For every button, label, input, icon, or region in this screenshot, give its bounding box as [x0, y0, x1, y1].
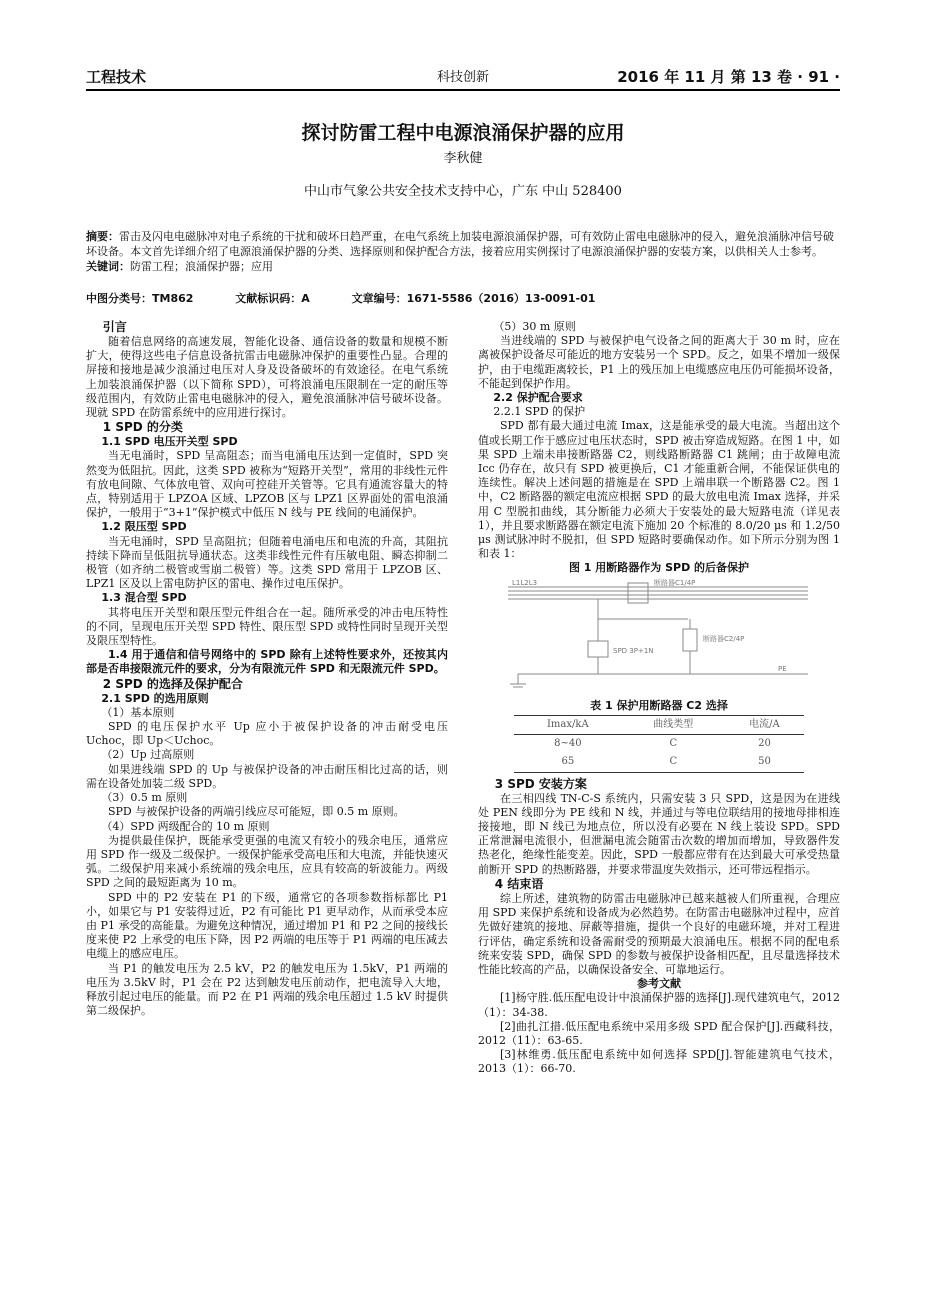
author: 李秋健	[443, 151, 483, 166]
paragraph: 其将电压开关型和限压型元件组合在一起。随所承受的冲击电压特性的不同，呈现电压开关型 SPD 特性、限压型 SPD 或特性同时呈现开关型及限压型特性。	[86, 605, 448, 648]
subsection-heading: 1.2 限压型 SPD	[101, 520, 187, 534]
table-cell: 20	[758, 738, 771, 750]
table-header-cell: 电流/A	[749, 719, 780, 731]
section-heading: 2 SPD 的选择及保护配合	[102, 676, 243, 691]
paragraph: SPD 与被保护设备的两端引线应尽可能短，即 0.5 m 原则。	[108, 805, 405, 819]
breaker-c2-symbol	[683, 629, 697, 651]
table-header-cell: 曲线类型	[653, 719, 694, 731]
paragraph: 为提供最佳保护，既能承受更强的电流又有较小的残余电压，通常应用 SPD 作一级及二级保护。一级保护能承受高电压和大电流，并能快速灭弧。二级保护用来减小系统端的残余电压，应具有较高的斩波能力。两级 SPD 之间的最短距离为 10 m。	[86, 833, 448, 890]
abstract	[86, 229, 840, 259]
bus-label: L1L2L3	[512, 578, 538, 587]
paragraph: SPD 都有最大通过电流 Imax，这是能承受的最大电流。当超出这个值或长期工作于感应过电压状态时，SPD 被击穿造成短路。在图 1 中，如果 SPD 上端未串接断路器 C2，则线路断路器 C1 跳闸；由于故障电流 Icc 仍存在，故只有 SPD 被更换后，C1 才能重新合闸，不能保证供电的连续性。解决上述问题的措施是在 SPD 上端串联一个断路器 C2。图 1 中，C2 断路器的额定电流应根据 SPD 的最大放电电流 Imax 选择，并采用 C 型脱扣曲线，其分断能力必须大于安装处的最大短路电流（详见表 1），并且要求断路器在额定电流下施加 20 个标准的 8.0/20 μs 和 1.2/50 μs 测试脉冲时不脱扣，但 SPD 短路时要确保动作。如下所示分别为图 1 和表 1：	[478, 419, 840, 561]
subsection-heading: 2.1 SPD 的选用原则	[101, 691, 209, 705]
article-number: 文章编号：1671-5586（2016）13-0091-01	[351, 292, 596, 305]
keywords-text: 防雷工程；浪涌保护器；应用	[130, 260, 273, 273]
abstract-block	[86, 229, 840, 274]
table-header-cell: Imax/kA	[546, 719, 589, 731]
doc-code: 文献标识码：A	[235, 292, 310, 305]
spd-symbol	[588, 641, 608, 657]
page-header	[86, 66, 840, 86]
paragraph: 1.4 用于通信和信号网络中的 SPD 除有上述特性要求外，还按其内部是否串接限流元件的要求，分为有限流元件 SPD 和无限流元件 SPD。	[86, 648, 448, 676]
paragraph: SPD 中的 P2 安装在 P1 的下级，通常它的各项参数指标都比 P1 小，如果它与 P1 安装得过近，P2 有可能比 P1 更早动作，从而承受本应由 P1 承受的高能量。为避免这种情况，通过增加 P1 和 P2 之间的接线长度来使 P2 上承受的电压下降，因 P2 两端的电压等于 P1 两端的电压减去电缆上的感应电压。	[86, 890, 448, 961]
paragraph: 当进线端的 SPD 与被保护电气设备之间的距离大于 30 m 时，应在离被保护设备尽可能近的地方安装另一个 SPD。反之，如果不增加一级保护，由于电缆距离较长，P1 上的残压加上电缆感应电压仍可能损坏设备，不能起到保护作用。	[478, 334, 840, 390]
journal-name: 科技创新	[436, 70, 489, 85]
issue-info: 2016 年 11 月 第 13 卷 · 91 ·	[617, 68, 840, 86]
table-row	[514, 735, 804, 754]
pe-label: PE	[778, 664, 787, 673]
journal-section: 工程技术	[86, 68, 147, 86]
section-heading: 3 SPD 安装方案	[494, 776, 587, 791]
subsection-heading: 2.2 保护配合要求	[493, 391, 583, 405]
reference-item: [1]杨守胜.低压配电设计中浪涌保护器的选择[J].现代建筑电气，2012（1）：34-38.	[478, 991, 840, 1019]
subsection-heading: 1.3 混合型 SPD	[101, 591, 187, 605]
table-caption: 表 1 保护用断路器 C2 选择	[590, 698, 728, 712]
c1-label: 断路器C1/4P	[654, 578, 696, 587]
principle-heading: （4）SPD 两级配合的 10 m 原则	[101, 819, 270, 833]
reference-item: [2]曲扎江措.低压配电系统中采用多级 SPD 配合保护[J].西藏科技，2012（11）：63-65.	[478, 1019, 840, 1047]
table-cell: C	[669, 756, 678, 768]
left-column	[86, 320, 448, 1018]
clc-number: 中图分类号：TM862	[86, 292, 194, 305]
table-cell: 65	[561, 756, 575, 768]
header-rule	[86, 89, 840, 91]
paragraph: 综上所述，建筑物的防雷击电磁脉冲已越来越被人们所重视，合理应用 SPD 来保护系统和设备成为必然趋势。在防雷击电磁脉冲过程中，应首先做好建筑的接地、屏蔽等措施，提供一个良好的电磁环境，并对工程进行评估，确定系统和设备需耐受的预期最大浪涌电压。根据不同的配电系统来安装 SPD，确保 SPD 的参数与被保护设备相匹配，且尽量选择技术性能比较高的产品，以确保设备安全、可靠地运行。	[478, 891, 840, 976]
paragraph: SPD 的电压保护水平 Up 应小于被保护设备的冲击耐受电压 Uchoc，即 Up＜Uchoc。	[86, 720, 448, 748]
paragraph: 当无电涌时，SPD 呈高阻抗；但随着电涌电压和电流的升高，其阻抗持续下降而呈低阻抗导通状态。这类非线性元件有压敏电阻、瞬态抑制二极管（如齐纳二极管或雪崩二极管）等。这类 SPD 常用于 LPZOB 区、LPZ1 区及以上雷电防护区的雷电、操作过电压保护。	[86, 534, 448, 591]
abstract-label: 摘要：	[86, 230, 119, 243]
breaker-table	[514, 715, 804, 773]
abstract-text: 雷击及闪电电磁脉冲对电子系统的干扰和破坏日趋严重，在电气系统上加装电源浪涌保护器，可有效防止雷电电磁脉冲的侵入，避免浪涌脉冲信号破坏设备。本文首先详细介绍了电源浪涌保护器的分类、选择原则和保护配合方法，接着应用实例探讨了电源浪涌保护器的安装方案，以供相关人士参考。	[86, 230, 834, 258]
c2-label: 断路器C2/4P	[703, 634, 745, 643]
subsection-heading: 1.1 SPD 电压开关型 SPD	[101, 435, 238, 449]
spd-label: SPD 3P+1N	[613, 646, 654, 655]
paragraph: 当无电涌时，SPD 呈高阻态；而当电涌电压达到一定值时，SPD 突然变为低阻抗。因此，这类 SPD 被称为“短路开关型”，常用的非线性元件有放电间隙、气体放电管、双向可控硅开关管等。它具有通流容量大的特点，特别适用于 LPZOA 区域、LPZOB 区与 LPZ1 区界面处的雷电浪涌保护，一般用于“3+1”保护模式中低压 N 线与 PE 线间的电涌保护。	[86, 449, 448, 520]
table-cell: 8~40	[554, 738, 582, 750]
table-row	[514, 753, 804, 772]
section-heading: 1 SPD 的分类	[102, 420, 183, 435]
paper-title: 探讨防雷工程中电源浪涌保护器的应用	[301, 122, 625, 144]
circuit-figure	[478, 579, 840, 691]
subsubsection-heading: 2.2.1 SPD 的保护	[493, 405, 586, 419]
figure-caption: 图 1 用断路器作为 SPD 的后备保护	[568, 561, 750, 575]
affiliation: 中山市气象公共安全技术支持中心，广东 中山 528400	[304, 184, 622, 199]
principle-heading: （5）30 m 原则	[493, 320, 576, 333]
reference-item: [3]林维勇.低压配电系统中如何选择 SPD[J].智能建筑电气技术，2013（1）：66-70.	[478, 1048, 840, 1076]
table-cell: C	[669, 738, 678, 750]
paragraph: 当 P1 的触发电压为 2.5 kV，P2 的触发电压为 1.5kV，P1 两端的电压为 3.5kV 时，P1 会在 P2 达到触发电压前动作，把电流导入大地，释放引起过电压的能量。而 P2 在 P1 两端的残余电压超过 1.5 kV 时提供第二级保护。	[86, 961, 448, 1018]
paragraph: 在三相四线 TN-C-S 系统内，只需安装 3 只 SPD，这是因为在进线处 PEN 线即分为 PE 线和 N 线，并通过与等电位联结用的接地母排相连接接地，即 N 线已为地点位，所以没有必要在 N 线上装设 SPD。SPD 正常泄漏电流很小，但泄漏电流会随雷击次数的增加而增加，导致器件发热老化，绝缘性能变差。因此，SPD 一般都应带有在达到最大可承受热量前断开 SPD 的热断路器，并要求带温度失效指示，还可带远程指示。	[478, 791, 840, 876]
paragraph: 如果进线端 SPD 的 Up 与被保护设备的冲击耐压相比过高的话，则需在设备处加装二级 SPD。	[86, 762, 448, 790]
table-header-row	[514, 716, 804, 735]
principle-heading: （1）基本原则	[101, 705, 175, 719]
paragraph: 随着信息网络的高速发展，智能化设备、通信设备的数量和规模不断扩大，使得这些电子信息设备抗雷击电磁脉冲保护的重要性凸显。合理的屏接和接地是减少浪涌过电压对人身及设备破坏的有效途径。在电气系统上加装浪涌保护器（以下简称 SPD），可将浪涌电压限制在一定的耐压等级范围内，有效防止雷电电磁脉冲的侵入，避免浪涌脉冲信号破坏设备。现就 SPD 在防雷系统中的应用进行探讨。	[86, 335, 448, 420]
right-column	[478, 320, 840, 1077]
breaker-c1-symbol	[628, 583, 648, 603]
section-heading: 4 结束语	[494, 876, 544, 891]
principle-heading: （2）Up 过高原则	[101, 748, 195, 762]
keywords-label: 关键词：	[86, 260, 130, 273]
classification-line	[86, 290, 840, 306]
principle-heading: （3）0.5 m 原则	[101, 791, 188, 805]
table-cell: 50	[758, 756, 771, 768]
keywords	[86, 259, 840, 274]
references-heading: 参考文献	[637, 977, 681, 991]
section-heading: 引言	[102, 320, 127, 334]
